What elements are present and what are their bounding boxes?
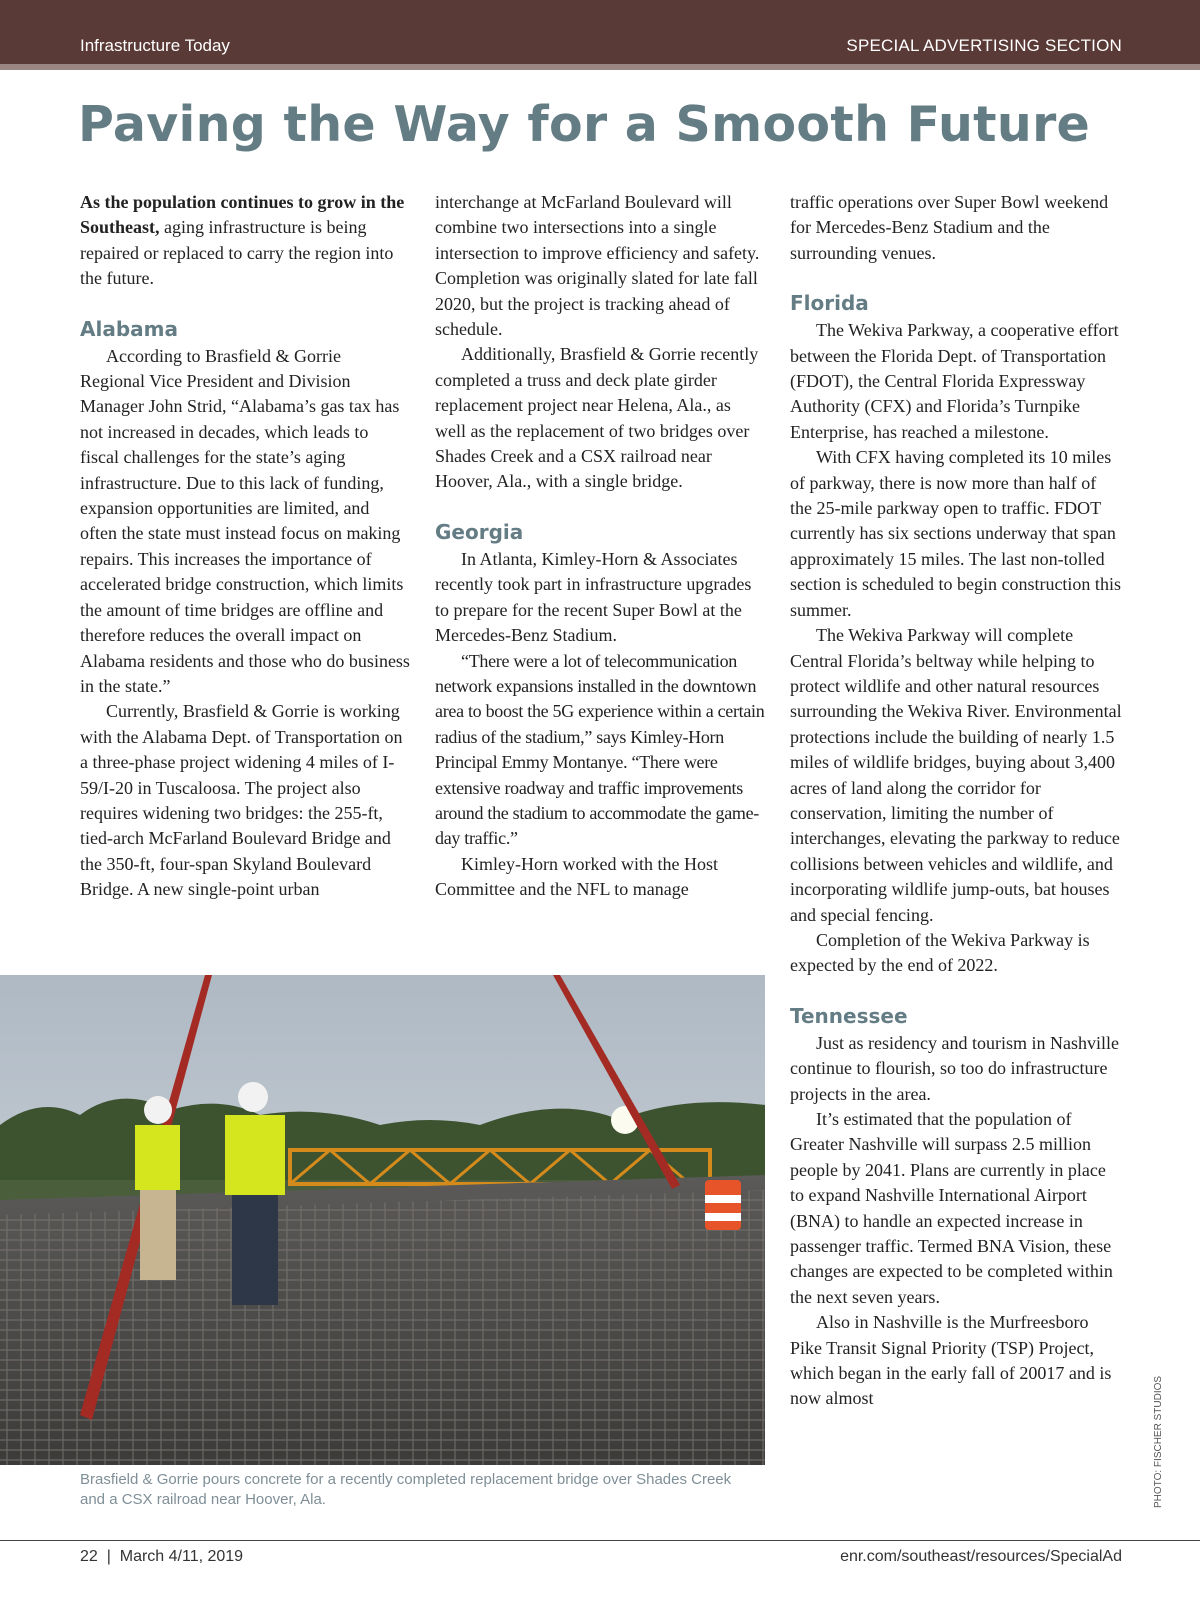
column-2 [435, 190, 765, 903]
intro-rest: aging infrastructure is being repaired or replaced to carry the region into the future. [80, 217, 394, 289]
heading-georgia: Georgia [435, 519, 524, 544]
bridge-construction-photo [0, 975, 765, 1465]
florida-paragraph-2: With CFX having completed its 10 miles of parkway, there is now more than half of the 25-mile parkway open to traffic. FDOT currently has six sections underway that span approximately 15 miles. The last non-tolled section is scheduled to begin construction this summer. [790, 447, 1121, 620]
header-bar [0, 0, 1200, 70]
tennessee-paragraph-1: Just as residency and tourism in Nashville continue to flourish, so too do infrastructure projects in the area. [790, 1032, 1119, 1104]
florida-paragraph-3: The Wekiva Parkway will complete Central Florida’s beltway while helping to protect wildlife and other natural resources surrounding the Wekiva River. Environmental protections include the building of nearly 1.5 miles of wildlife bridges, buying about 3,400 acres of land along the corridor for conservation, limiting the number of interchanges, elevating the parkway to reduce collisions between vehicles and wildlife, and incorporating wildlife jump-outs, bat houses and special fencing. [790, 625, 1122, 925]
photo-caption: Brasfield & Gorrie pours concrete for a recently completed replacement bridge over Shades Creek and a CSX railroad near Hoover, Ala. [80, 1471, 732, 1508]
georgia-paragraph-1: In Atlanta, Kimley-Horn & Associates recently took part in infrastructure upgrades to prepare for the recent Super Bowl at the Mercedes-Benz Stadium. [435, 548, 752, 646]
alabama-paragraph-3: Additionally, Brasfield & Gorrie recently completed a truss and deck plate girder replacement project near Helena, Ala., as well as the replacement of two bridges over Shades Creek and a CSX railroad near Hoover, Ala., with a single bridge. [435, 344, 759, 492]
publication-name: Infrastructure Today [80, 36, 230, 55]
footer-divider [0, 1540, 1200, 1541]
footer-page-info: 22 | March 4/11, 2019 [80, 1548, 244, 1565]
heading-tennessee: Tennessee [790, 1003, 908, 1028]
intro-lead: As the population continues to grow in the Southeast, [80, 192, 405, 238]
florida-paragraph-1: The Wekiva Parkway, a cooperative effort between the Florida Dept. of Transportation (FDOT), the Central Florida Expressway Authority (CFX) and Florida’s Turnpike Enterprise, has reached a milestone. [790, 320, 1119, 442]
intro-paragraph [80, 190, 410, 292]
photo-illustration [0, 975, 765, 1465]
georgia-paragraph-3: Kimley-Horn worked with the Host Committee and the NFL to manage [435, 853, 718, 900]
alabama-paragraph-2-continued: interchange at McFarland Boulevard will combine two intersections into a single intersection to improve efficiency and safety. Completion was originally slated for late fall 2020, but the project is tracking ahead of schedule. [435, 192, 760, 340]
florida-paragraph-4: Completion of the Wekiva Parkway is expected by the end of 2022. [790, 929, 1090, 976]
photo-credit: PHOTO: FISCHER STUDIOS [1153, 1375, 1164, 1508]
column-3 [790, 190, 1122, 1412]
column-1 [80, 190, 410, 903]
georgia-paragraph-3-continued: traffic operations over Super Bowl weekend for Mercedes-Benz Stadium and the surrounding venues. [790, 192, 1109, 263]
heading-florida: Florida [790, 291, 869, 316]
heading-alabama: Alabama [80, 316, 178, 341]
footer-url: enr.com/southeast/resources/SpecialAd [840, 1548, 1122, 1565]
tennessee-paragraph-2: It’s estimated that the population of Greater Nashville will surpass 2.5 million people by 2041. Plans are currently in place to expand Nashville International Airport (BNA) to handle an expected increase in passenger traffic. Termed BNA Vision, these changes are expected to be completed within the next seven years. [790, 1109, 1113, 1307]
tennessee-paragraph-3: Also in Nashville is the Murfreesboro Pike Transit Signal Priority (TSP) Project, which began in the early fall of 20017 and is now almost [790, 1312, 1112, 1409]
article-headline: Paving the Way for a Smooth Future [78, 96, 1091, 153]
georgia-paragraph-2: “There were a lot of telecommunication network expansions installed in the downtown area to boost the 5G experience within a certain radius of the stadium,” says Kimley-Horn Principal Emmy Montanye. “There were extensive roadway and traffic improvements around the stadium to accommodate the game-day traffic.” [435, 650, 765, 849]
section-label: SPECIAL ADVERTISING SECTION [846, 36, 1122, 55]
alabama-paragraph-2: Currently, Brasfield & Gorrie is working with the Alabama Dept. of Transportation on a three-phase project widening 4 miles of I-59/I-20 in Tuscaloosa. The project also requires widening two bridges: the 255-ft, tied-arch McFarland Boulevard Bridge and the 350-ft, four-span Skyland Boulevard Bridge. A new single-point urban [80, 701, 403, 900]
alabama-paragraph-1: According to Brasfield & Gorrie Regional Vice President and Division Manager John Strid, “Alabama’s gas tax has not increased in decades, which leads to fiscal challenges for the state’s aging infrastructure. Due to this lack of funding, expansion opportunities are limited, and often the state must instead focus on making repairs. This increases the importance of accelerated bridge construction, which limits the amount of time bridges are offline and therefore reduces the overall impact on Alabama residents and those who do business in the state.” [80, 345, 410, 696]
